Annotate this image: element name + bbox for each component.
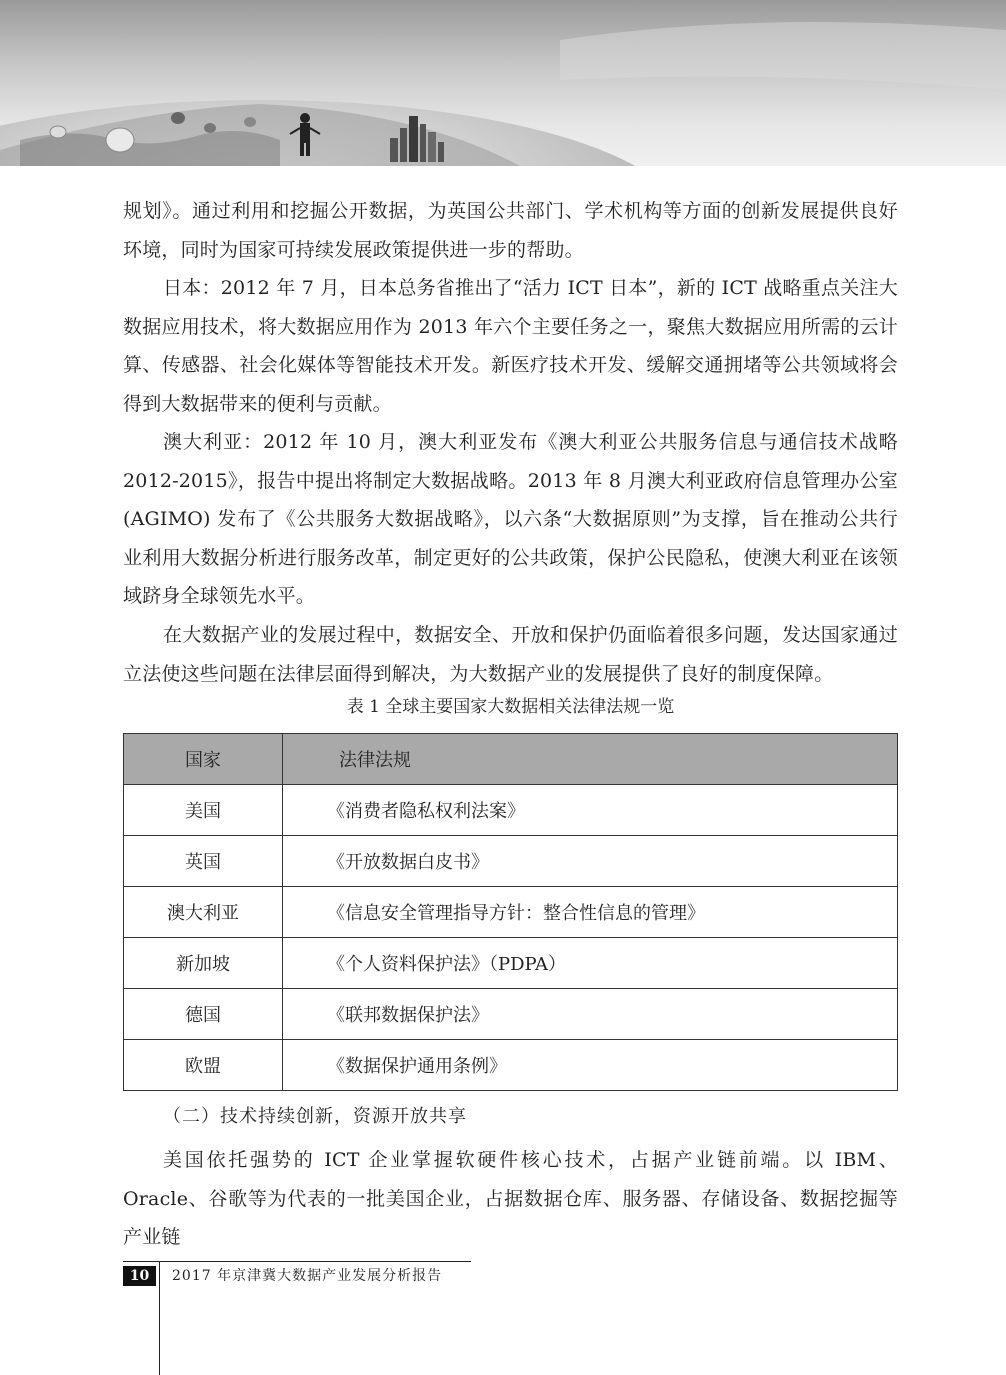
table-row bbox=[124, 938, 898, 989]
header-banner bbox=[0, 0, 1006, 166]
table-row bbox=[124, 887, 898, 938]
paragraph-uk-continued: 规划》。通过利用和挖掘公开数据，为英国公共部门、学术机构等方面的创新发展提供良好环境，同时为国家可持续发展政策提供进一步的帮助。 bbox=[123, 200, 898, 261]
table-row bbox=[124, 785, 898, 836]
paragraph-japan: 日本：2012 年 7 月，日本总务省推出了“活力 ICT 日本”，新的 ICT 战略重点关注大数据应用技术，将大数据应用作为 2013 年六个主要任务之一，聚焦大数据应用所需的云计算、传感器、社会化媒体等智能技术开发。新医疗技术开发、缓解交通拥堵等公共领域将会得到大数据带来的便利与贡献。 bbox=[123, 277, 898, 415]
country-cell: 德国 bbox=[124, 989, 283, 1040]
country-cell: 美国 bbox=[124, 785, 283, 836]
table-row bbox=[124, 1040, 898, 1091]
paragraph-us-tech: 美国依托强势的 ICT 企业掌握软硬件核心技术，占据产业链前端。以 IBM、Oracle、谷歌等为代表的一批美国企业，占据数据仓库、服务器、存储设备、数据挖掘等产业链 bbox=[123, 1149, 898, 1248]
law-cell: 《联邦数据保护法》 bbox=[283, 989, 898, 1040]
table-row bbox=[124, 836, 898, 887]
column-header-law: 法律法规 bbox=[283, 734, 898, 785]
section-subheading: （二）技术持续创新，资源开放共享 bbox=[163, 1106, 467, 1127]
country-cell: 澳大利亚 bbox=[124, 887, 283, 938]
table-row bbox=[124, 989, 898, 1040]
footer-divider bbox=[123, 1261, 471, 1262]
law-cell: 《信息安全管理指导方针：整合性信息的管理》 bbox=[283, 887, 898, 938]
law-cell: 《数据保护通用条例》 bbox=[283, 1040, 898, 1091]
law-cell: 《开放数据白皮书》 bbox=[283, 836, 898, 887]
country-cell: 英国 bbox=[124, 836, 283, 887]
table-caption: 表 1 全球主要国家大数据相关法律法规一览 bbox=[346, 697, 675, 717]
country-cell: 新加坡 bbox=[124, 938, 283, 989]
footer-vertical-rule bbox=[159, 1261, 160, 1375]
law-cell: 《消费者隐私权利法案》 bbox=[283, 785, 898, 836]
footer-report-title: 2017 年京津冀大数据产业发展分析报告 bbox=[172, 1268, 443, 1284]
column-header-country: 国家 bbox=[124, 734, 283, 785]
country-cell: 欧盟 bbox=[124, 1040, 283, 1091]
paragraph-legislation: 在大数据产业的发展过程中，数据安全、开放和保护仍面临着很多问题，发达国家通过立法使这些问题在法律层面得到解决，为大数据产业的发展提供了良好的制度保障。 bbox=[123, 624, 898, 685]
paragraph-australia: 澳大利亚：2012 年 10 月，澳大利亚发布《澳大利亚公共服务信息与通信技术战略 2012-2015》，报告中提出将制定大数据战略。2013 年 8 月澳大利亚政府信息管理办公室 (AGIMO) 发布了《公共服务大数据战略》，以六条“大数据原则”为支撑，旨在推动公共行业利用大数据分析进行服务改革，制定更好的公共政策，保护公民隐私，使澳大利亚在该领域跻身全球领先水平。 bbox=[123, 431, 898, 607]
law-cell: 《个人资料保护法》（PDPA） bbox=[283, 938, 898, 989]
globe-city-icon bbox=[0, 0, 1006, 166]
page-number: 10 bbox=[123, 1266, 156, 1286]
table-header-row bbox=[124, 734, 898, 785]
laws-table bbox=[123, 733, 898, 1091]
